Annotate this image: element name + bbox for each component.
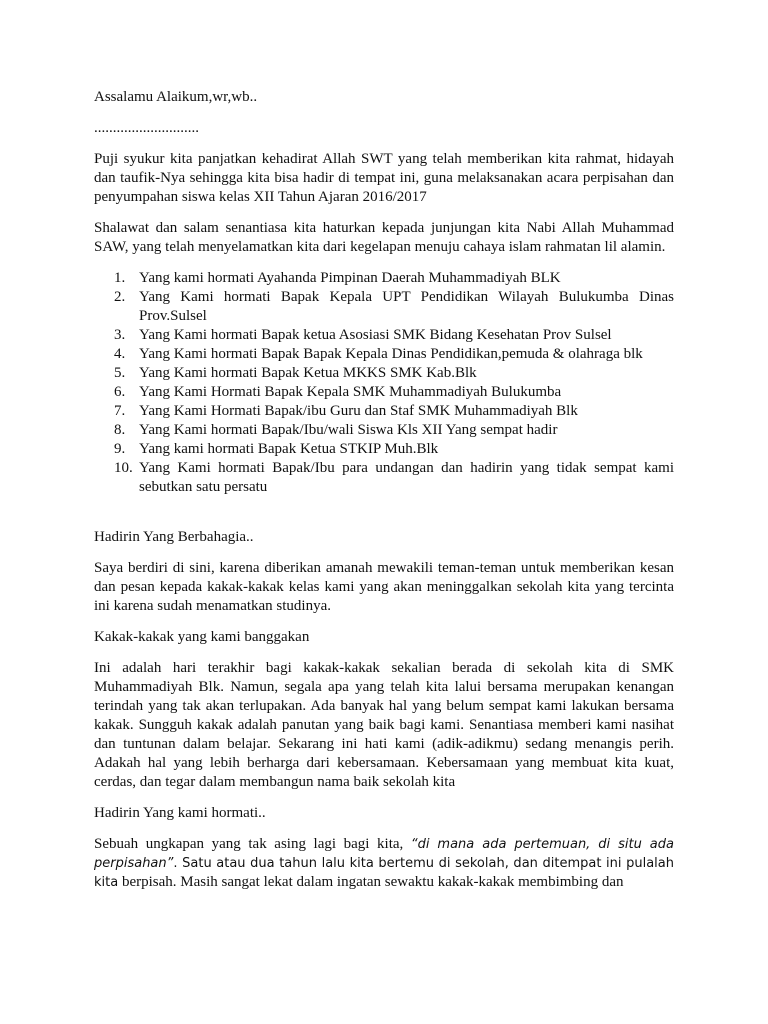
list-item-number: 6. xyxy=(114,384,126,400)
list-item-number: 7. xyxy=(114,403,126,419)
paragraph-ungkapan xyxy=(94,835,674,892)
list-item-number: 2. xyxy=(114,289,126,305)
list-item-number: 5. xyxy=(114,365,126,381)
list-item xyxy=(94,364,674,383)
list-item-text: Yang Kami Hormati Bapak Kepala SMK Muhammadiyah Bulukumba xyxy=(139,384,562,400)
paragraph-opening: Puji syukur kita panjatkan kehadirat Allah SWT yang telah memberikan kita rahmat, hidayah dan taufik-Nya sehingga kita bisa hadir di tempat ini, guna melaksanakan acara perpisahan dan penyumpahan siswa kelas XII Tahun Ajaran 2016/2017 xyxy=(94,151,674,205)
list-item xyxy=(94,288,674,326)
heading-hadirin-berbahagia: Hadirin Yang Berbahagia.. xyxy=(94,529,254,545)
list-item xyxy=(94,383,674,402)
paragraph-amanah: Saya berdiri di sini, karena diberikan amanah mewakili teman-teman untuk memberikan kesan dan pesan kepada kakak-kakak kelas kami yang akan meninggalkan sekolah kita yang tercinta ini karena sudah menamatkan studinya. xyxy=(94,560,674,614)
list-item-text: Yang Kami hormati Bapak Kepala UPT Pendidikan Wilayah Bulukumba Dinas Prov.Sulsel xyxy=(139,289,674,324)
list-item-text: Yang Kami hormati Bapak/Ibu/wali Siswa Kls XII Yang sempat hadir xyxy=(139,422,558,438)
honorifics-list xyxy=(94,269,674,497)
list-item xyxy=(94,440,674,459)
ungkapan-mid: . Satu atau dua tahun lalu kita bertemu di sekolah, dan ditempat ini pulalah kita xyxy=(94,856,674,890)
list-item-number: 3. xyxy=(114,327,126,343)
list-item xyxy=(94,345,674,364)
list-item-number: 9. xyxy=(114,441,126,457)
list-item-text: Yang kami hormati Ayahanda Pimpinan Daerah Muhammadiyah BLK xyxy=(139,270,561,286)
list-item xyxy=(94,269,674,288)
list-item xyxy=(94,459,674,497)
list-item xyxy=(94,421,674,440)
list-item-text: Yang Kami hormati Bapak ketua Asosiasi SMK Bidang Kesehatan Prov Sulsel xyxy=(139,327,612,343)
ungkapan-start: Sebuah ungkapan yang tak asing lagi bagi kita, xyxy=(94,836,411,852)
list-item xyxy=(94,402,674,421)
list-item-text: Yang Kami hormati Bapak Bapak Kepala Dinas Pendidikan,pemuda & olahraga blk xyxy=(139,346,643,362)
list-item-number: 8. xyxy=(114,422,126,438)
greeting: Assalamu Alaikum,wr,wb.. xyxy=(94,89,258,105)
list-item-text: Yang kami hormati Bapak Ketua STKIP Muh.Blk xyxy=(139,441,439,457)
list-item-text: Yang Kami Hormati Bapak/ibu Guru dan Staf SMK Muhammadiyah Blk xyxy=(139,403,578,419)
list-item-text: Yang Kami hormati Bapak/Ibu para undangan dan hadirin yang tidak sempat kami sebutkan satu persatu xyxy=(139,460,674,495)
ungkapan-end: berpisah. Masih sangat lekat dalam ingatan sewaktu kakak-kakak membimbing dan xyxy=(118,874,624,890)
ungkapan-quote: “di mana ada pertemuan, di situ ada perpisahan” xyxy=(94,837,674,871)
list-item-number: 1. xyxy=(114,270,126,286)
list-item-number: 4. xyxy=(114,346,126,362)
list-item-number: 10. xyxy=(114,460,133,476)
heading-hadirin-hormati: Hadirin Yang kami hormati.. xyxy=(94,805,266,821)
list-item xyxy=(94,326,674,345)
dotted-line: ............................ xyxy=(94,120,199,136)
paragraph-hari-terakhir: Ini adalah hari terakhir bagi kakak-kakak sekalian berada di sekolah kita di SMK Muhammadiyah Blk. Namun, segala apa yang telah kita lalui bersama merupakan kenangan terindah yang tak akan terlupakan. Ada banyak hal yang belum sempat kami lakukan bersama kakak. Sungguh kakak adalah panutan yang baik bagi kami. Senantiasa memberi kami nasihat dan tuntunan dalam belajar. Sekarang ini hati kami (adik-adikmu) sedang menangis perih. Adakah hal yang lebih berharga dari kebersamaan. Kebersamaan yang membuat kita kuat, cerdas, dan tegar dalam membangun nama baik sekolah kita xyxy=(94,660,674,790)
heading-kakak: Kakak-kakak yang kami banggakan xyxy=(94,629,310,645)
list-item-text: Yang Kami hormati Bapak Ketua MKKS SMK Kab.Blk xyxy=(139,365,477,381)
paragraph-shalawat: Shalawat dan salam senantiasa kita haturkan kepada junjungan kita Nabi Allah Muhammad SAW, yang telah menyelamatkan kita dari kegelapan menuju cahaya islam rahmatan lil alamin. xyxy=(94,220,674,255)
